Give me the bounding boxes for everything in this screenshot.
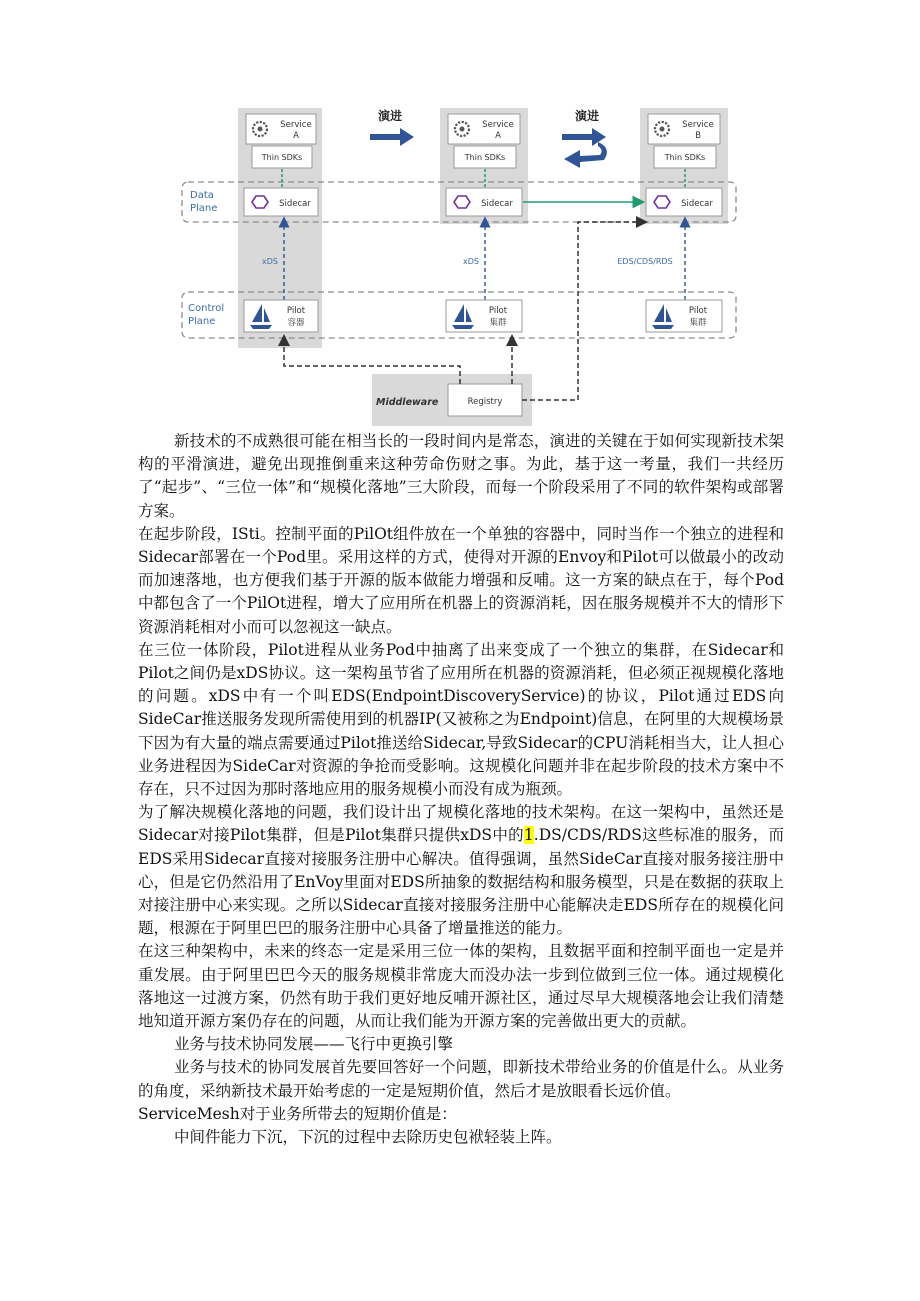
protocol-label: xDS <box>262 257 278 266</box>
text-segment: 为了解决规模化落地的问题，我们设计出了规模化落地的技术架构。在这一架构中，虽然还是Sidecar对接Pilot集群，但是Pilot集群只提供xDS中的 <box>138 803 784 845</box>
pilot-label-line-1: Pilot <box>688 306 708 316</box>
sidecar-label: Sidecar <box>681 199 713 209</box>
pilot-label-line-2: 集群 <box>489 318 507 328</box>
protocol-label: EDS/CDS/RDS <box>617 257 673 266</box>
evolve-arrow-2-loop <box>564 142 607 168</box>
service-name-line-2: A <box>495 131 501 141</box>
highlighted-text: 1 <box>523 826 534 845</box>
sdk-label: Thin SDKs <box>261 153 303 162</box>
service-name-line-2: A <box>293 131 299 141</box>
service-name-line-2: B <box>695 131 701 141</box>
section-heading: 业务与技术协同发展——飞行中更换引擎 <box>174 1035 454 1054</box>
paragraph-short-term-value: ServiceMesh对于业务所带去的短期价值是： <box>138 1104 457 1123</box>
evolve-label-1: 演进 <box>378 109 403 123</box>
paragraph-startup-stage: 在起步阶段，ISti。控制平面的PilOt组件放在一个单独的容器中，同时当作一个独立的进程和Sidecar部署在一个Pod里。采用这样的方式，使得对开源的Envoy和Pilot可以做最小的改动而加速落地，也方便我们基于开源的版本做能力增强和反哺。这一方案的缺点在于，每个Pod中都包含了一个PilOt进程，增大了应用所在机器上的资源消耗，因在服务规模并不大的情形下资源消耗相对小而可以忽视这一缺点。 <box>138 524 784 636</box>
pilot-label-line-2: 集群 <box>689 318 707 328</box>
evolve-arrow-1 <box>370 128 414 146</box>
architecture-diagram <box>0 0 920 430</box>
pilot-label-line-2: 容器 <box>287 318 305 328</box>
evolve-label-2: 演进 <box>575 109 600 123</box>
service-name-line-1: Service <box>682 120 714 130</box>
data-plane-label-1: Data <box>190 190 214 201</box>
data-plane-label-2: Plane <box>190 203 218 214</box>
service-name-line-1: Service <box>280 120 312 130</box>
paragraph-business-value: 业务与技术的协同发展首先要回答好一个问题，即新技术带给业务的价值是什么。从业务的角度，采纳新技术最开始考虑的一定是短期价值，然后才是放眼看长远价值。 <box>138 1058 784 1100</box>
middleware-label: Middleware <box>376 397 439 408</box>
article-body <box>138 430 784 1149</box>
paragraph-future: 在这三种架构中，未来的终态一定是采用三位一体的架构，且数据平面和控制平面也一定是并重发展。由于阿里巴巴今天的服务规模非常庞大而没办法一步到位做到三位一体。通过规模化落地这一过渡方案，仍然有助于我们更好地反哺开源社区，通过尽早大规模落地会让我们清楚地知道开源方案仍存在的问题，从而让我们能为开源方案的完善做出更大的贡献。 <box>138 942 784 1031</box>
sidecar-label: Sidecar <box>481 199 513 209</box>
sdk-label: Thin SDKs <box>464 153 506 162</box>
control-plane-label-1: Control <box>188 303 225 314</box>
registry-to-sidecar-3 <box>522 222 642 400</box>
protocol-label: xDS <box>463 257 479 266</box>
paragraph-middleware-sink: 中间件能力下沉，下沉的过程中去除历史包袱轻装上阵。 <box>174 1128 562 1147</box>
paragraph-scale-stage <box>138 801 784 940</box>
sidecar-label: Sidecar <box>279 199 311 209</box>
service-name-line-1: Service <box>482 120 514 130</box>
sdk-label: Thin SDKs <box>664 153 706 162</box>
pilot-label-line-1: Pilot <box>286 306 306 316</box>
paragraph-three-in-one-stage: 在三位一体阶段，Pilot进程从业务Pod中抽离了出来变成了一个独立的集群，在Sidecar和Pilot之间仍是xDS协议。这一架构虽节省了应用所在机器的资源消耗，但必须正视规模化落地的问题。xDS中有一个叫EDS(EndpointDiscoveryService)的协议，Pilot通过EDS向SideCar推送服务发现所需使用到的机器IP(又被称之为Endpoint)信息，在阿里的大规模场景下因为有大量的端点需要通过Pilot推送给Sidecar,导致Sidecar的CPU消耗相当大，让人担心业务进程因为SideCar对资源的争抢而受影响。这规模化问题并非在起步阶段的技术方案中不存在，只不过因为那时落地应用的服务规模小而没有成为瓶颈。 <box>138 640 784 799</box>
paragraph-intro: 新技术的不成熟很可能在相当长的一段时间内是常态，演进的关键在于如何实现新技术架构的平滑演进，避免出现推倒重来这种劳命伤财之事。为此，基于这一考量，我们一共经历了“起步”、“三位一体”和“规模化落地”三大阶段，而每一个阶段采用了不同的软件架构或部署方案。 <box>138 432 784 520</box>
registry-label: Registry <box>467 397 503 407</box>
control-plane-label-2: Plane <box>188 316 216 327</box>
text-segment: .DS/CDS/RDS这些标准的服务，而EDS采用Sidecar直接对接服务注册中心解决。值得强调，虽然SideCar直接对服务接注册中心，但是它仍然沿用了EnVoy里面对EDS所抽象的数据结构和服务模型，只是在数据的获取上对接注册中心来实现。之所以Sidecar直接对接服务注册中心能解决走EDS所存在的规模化问题，根源在于阿里巴巴的服务注册中心具备了增量推送的能力。 <box>138 826 784 938</box>
pilot-label-line-1: Pilot <box>488 306 508 316</box>
